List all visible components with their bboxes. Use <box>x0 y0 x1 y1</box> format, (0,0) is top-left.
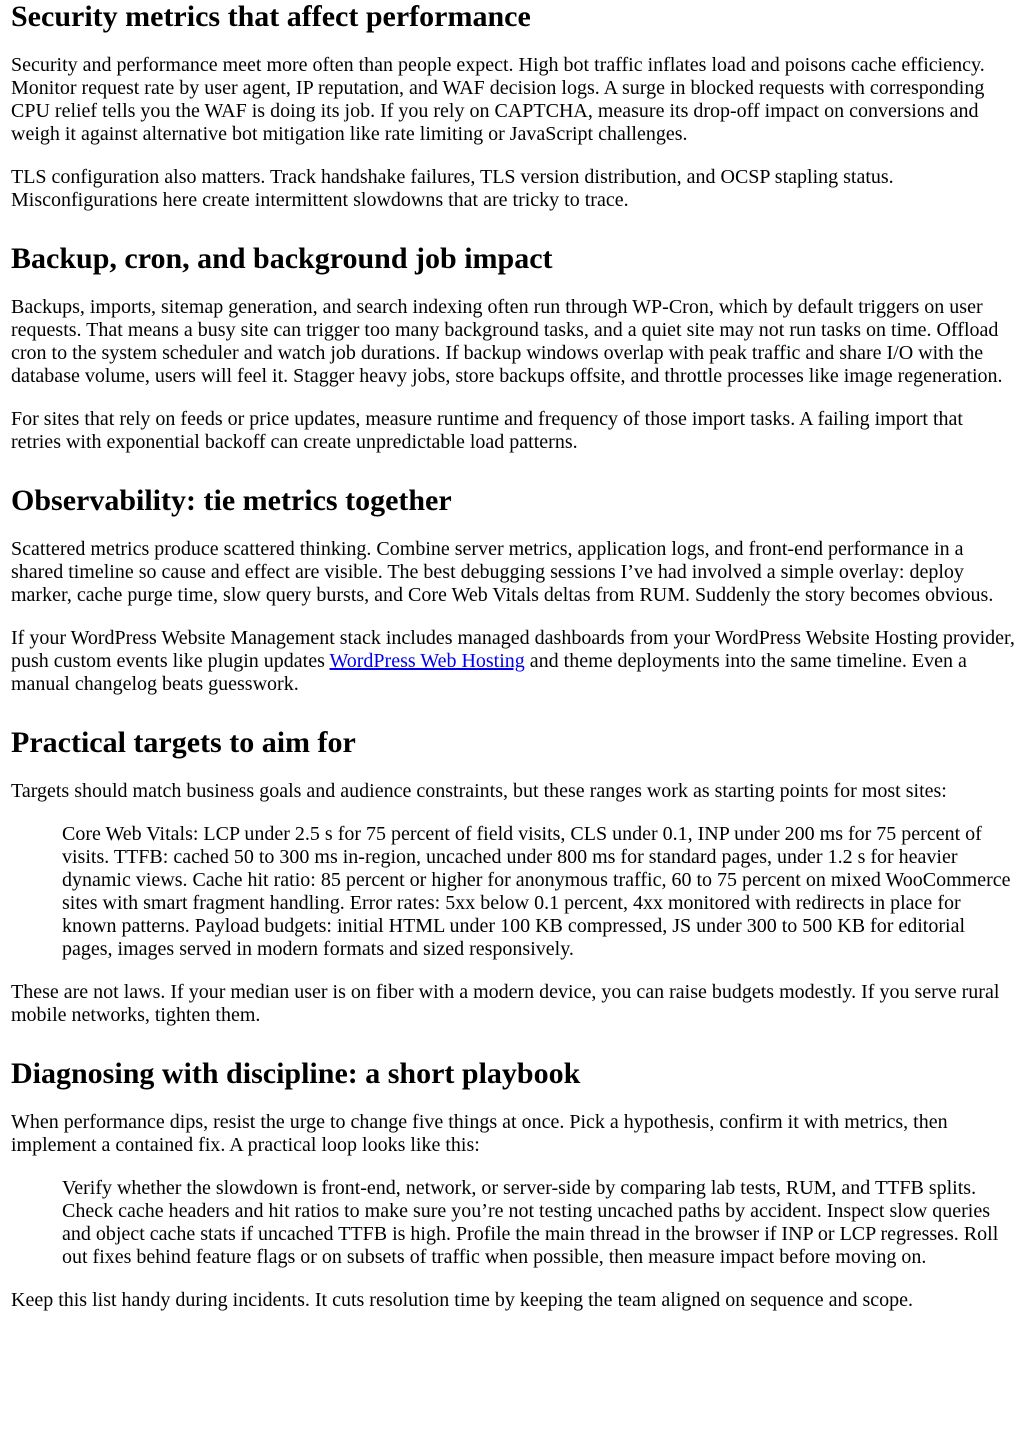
paragraph-with-link <box>11 627 1015 696</box>
paragraph: Backups, imports, sitemap generation, and search indexing often run through WP-Cron, which by default triggers on user requests. That means a busy site can trigger too many background tasks, and a quiet site may not run tasks on time. Offload cron to the system scheduler and watch job durations. If backup windows overlap with peak traffic and share I/O with the database volume, users will feel it. Stagger heavy jobs, store backups offsite, and throttle processes like image regeneration. <box>11 296 1003 387</box>
section-heading: Practical targets to aim for <box>11 726 356 759</box>
playbook-quote: Verify whether the slowdown is front-end, network, or server-side by comparing lab tests, RUM, and TTFB splits. Check cache headers and hit ratios to make sure you’re not testing uncached paths by accident. Inspect slow queries and object cache stats if uncached TTFB is high. Profile the main thread in the browser if INP or LCP regresses. Roll out fixes behind feature flags or on subsets of traffic when possible, then measure impact before moving on. <box>62 1177 999 1268</box>
paragraph: When performance dips, resist the urge to change five things at once. Pick a hypothesis, confirm it with metrics, then implement a contained fix. A practical loop looks like this: <box>11 1111 948 1156</box>
text: and theme deployments into the same timeline. Even a manual changelog beats guesswork. <box>11 650 967 695</box>
section-heading: Backup, cron, and background job impact <box>11 242 553 275</box>
text: If your WordPress Website Management stack includes managed dashboards from your WordPress Website Hosting provider, push custom events like plugin updates <box>11 627 1015 672</box>
paragraph: Targets should match business goals and audience constraints, but these ranges work as starting points for most sites: <box>11 780 947 802</box>
paragraph: Security and performance meet more often than people expect. High bot traffic inflates load and poisons cache efficiency. Monitor request rate by user agent, IP reputation, and WAF decision logs. A surge in blocked requests with corresponding CPU relief tells you the WAF is doing its job. If you rely on CAPTCHA, measure its drop-off impact on conversions and weigh it against alternative bot mitigation like rate limiting or JavaScript challenges. <box>11 54 985 145</box>
paragraph: These are not laws. If your median user is on fiber with a modern device, you can raise budgets modestly. If you serve rural mobile networks, tighten them. <box>11 981 1000 1026</box>
section-heading: Observability: tie metrics together <box>11 484 452 517</box>
section-heading: Security metrics that affect performance <box>11 0 531 33</box>
paragraph: Scattered metrics produce scattered thinking. Combine server metrics, application logs, and front-end performance in a shared timeline so cause and effect are visible. The best debugging sessions I’ve had involved a simple overlay: deploy marker, cache purge time, slow query bursts, and Core Web Vitals deltas from RUM. Suddenly the story becomes obvious. <box>11 538 994 606</box>
paragraph: TLS configuration also matters. Track handshake failures, TLS version distribution, and OCSP stapling status. Misconfigurations here create intermittent slowdowns that are tricky to trace. <box>11 166 894 211</box>
wordpress-web-hosting-link[interactable]: WordPress Web Hosting <box>329 650 525 672</box>
section-heading: Diagnosing with discipline: a short playbook <box>11 1057 581 1090</box>
targets-quote: Core Web Vitals: LCP under 2.5 s for 75 percent of field visits, CLS under 0.1, INP under 200 ms for 75 percent of visits. TTFB: cached 50 to 300 ms in-region, uncached under 800 ms for standard pages, under 1.2 s for heavier dynamic views. Cache hit ratio: 85 percent or higher for anonymous traffic, 60 to 75 percent on mixed WooCommerce sites with smart fragment handling. Error rates: 5xx below 0.1 percent, 4xx monitored with redirects in place for known patterns. Payload budgets: initial HTML under 100 KB compressed, JS under 300 to 500 KB for editorial pages, images served in modern formats and sized responsively. <box>62 823 1011 960</box>
paragraph: For sites that rely on feeds or price updates, measure runtime and frequency of those import tasks. A failing import that retries with exponential backoff can create unpredictable load patterns. <box>11 408 963 453</box>
paragraph: Keep this list handy during incidents. It cuts resolution time by keeping the team aligned on sequence and scope. <box>11 1289 914 1311</box>
